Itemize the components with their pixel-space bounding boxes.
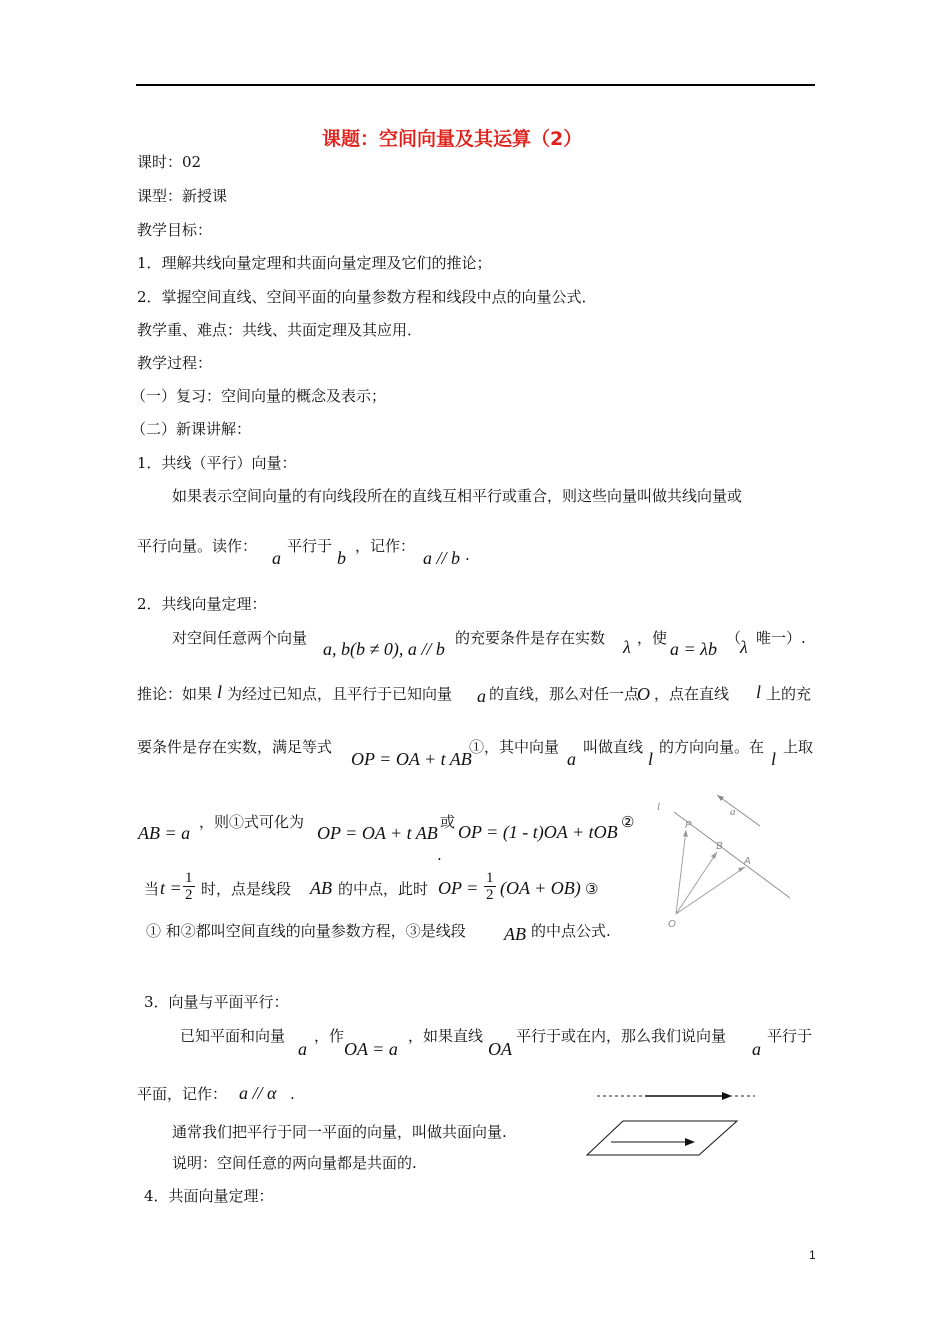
condition-text-e: 上取 [783, 738, 814, 756]
plane-alpha-graphic [587, 1121, 737, 1155]
key-points: 教学重、难点：共线、共面定理及其应用． [137, 321, 423, 339]
theorem-text-b: 的充要条件是存在实数 [455, 629, 606, 647]
ab-equals-a: AB = a [138, 823, 191, 843]
lambda-symbol-2: λ [740, 637, 748, 657]
circle-2: ② [621, 813, 635, 831]
section-2-heading: 2．共线向量定理： [137, 595, 267, 613]
process-heading: 教学过程： [137, 354, 213, 372]
line-l-2: l [756, 682, 762, 702]
section-1-heading: 1．共线（平行）向量： [137, 454, 297, 472]
corollary-text-b: 为经过已知点，且平行于已知向量 [227, 685, 453, 703]
t-equals: t = [160, 878, 182, 898]
new-lesson-line: （二）新课讲解： [131, 420, 252, 438]
denote-label: ，记作： [355, 537, 416, 555]
op-equals: OP = [438, 878, 479, 898]
vector-a-2: a [477, 686, 486, 706]
fraction-denominator: 2 [185, 887, 193, 903]
corollary-text-c: 的直线，那么对任一点 [489, 685, 640, 703]
parallel-notation: a // b [423, 548, 461, 568]
plane-arrowhead [685, 1138, 695, 1146]
review-line: （一）复习：空间向量的概念及表示； [131, 387, 387, 405]
label-O: O [668, 919, 676, 930]
fraction-numerator-2: 1 [486, 870, 494, 886]
corollary-text-d: ，点在直线 [654, 685, 730, 703]
vector-a-3: a [567, 749, 576, 769]
line-l-3: l [648, 749, 654, 769]
line-l: l [217, 682, 223, 702]
oa-equals-a: OA = a [344, 1039, 398, 1059]
objectives-heading: 教学目标： [137, 221, 213, 239]
top-arrowhead [722, 1092, 732, 1100]
theorem-text-a: 对空间任意两个向量 [172, 629, 308, 647]
theorem-equation: a = λb [670, 639, 717, 659]
coplanar-note: 说明：空间任意的两向量都是共面的. [172, 1154, 417, 1172]
label-P: P [685, 820, 692, 831]
vector-a-4: a [298, 1039, 307, 1059]
param-eq-text-b: 的中点公式. [531, 922, 611, 940]
segment-AB: AB [310, 878, 332, 898]
corollary-text-e: 上的充 [766, 685, 812, 703]
section-3-text-c: ，如果直线 [408, 1027, 484, 1045]
section-3-period: . [290, 1085, 295, 1103]
section-1-para: 如果表示空间向量的有向线段所在的直线互相平行或重合，则这些向量叫做共线向量或 [172, 487, 743, 505]
section-3-text-d: 平行于或在内，那么我们说向量 [516, 1027, 727, 1045]
line-OA: OA [488, 1039, 512, 1059]
theorem-paren: （ [726, 629, 742, 647]
vector-OA-graphic [676, 867, 745, 914]
fraction-half [183, 870, 195, 903]
lesson-hours: 课时：02 [137, 153, 202, 171]
fraction-half-2 [484, 870, 496, 903]
midpoint-sum: (OA + OB) [500, 878, 581, 898]
theorem-text-c: ，使 [637, 629, 668, 647]
section-3-text-e: 平行于 [767, 1027, 813, 1045]
param-eq-text-a: ① 和②都叫空间直线的向量参数方程，③是线段 [146, 922, 466, 940]
corollary-text-a: 推论：如果 [137, 685, 213, 703]
direction-vector-a-graphic [717, 795, 760, 826]
segment-AB-2: AB [504, 924, 526, 944]
a-parallel-alpha: a // α [239, 1083, 277, 1103]
midpoint-text-c: 的中点，此时 [338, 880, 429, 898]
midpoint-text-b: 时，点是线段 [201, 880, 292, 898]
theorem-condition: a, b(b ≠ 0), a // b [323, 639, 445, 659]
point-O: O [637, 684, 650, 704]
label-l: l [657, 801, 661, 813]
vector-b: b [337, 548, 346, 568]
fraction-denominator-2: 2 [486, 887, 494, 903]
or-label: 或 [440, 813, 456, 831]
section-3-text-b: ，作 [314, 1027, 345, 1045]
circle-3: ③ [585, 880, 599, 898]
page-title: 课题：空间向量及其运算（2） [322, 128, 583, 150]
condition-text-c: 叫做直线 [583, 738, 644, 756]
vector-a: a [272, 548, 281, 568]
section-1-read-label: 平行向量。读作： [137, 537, 258, 555]
equation-2-period: . [437, 846, 442, 864]
condition-text-a: 要条件是存在实数，满足等式 [137, 738, 333, 756]
equation-1: OP = OA + t AB [351, 749, 472, 769]
section-3-heading: 3．向量与平面平行： [144, 993, 289, 1011]
op-arrowhead [683, 830, 688, 837]
header-rule [136, 84, 815, 86]
condition-text-b: ①，其中向量 [469, 738, 560, 756]
objective-1: 1．理解共线向量定理和共面向量定理及它们的推论； [137, 254, 492, 272]
objective-2: 2．掌握空间直线、空间平面的向量参数方程和线段中点的向量公式． [137, 288, 597, 306]
lesson-type: 课型：新授课 [137, 187, 228, 205]
direction-arrowhead [717, 795, 724, 801]
lambda-symbol: λ [623, 637, 631, 657]
label-A: A [744, 856, 751, 867]
rewrite-text: ，则①式可化为 [199, 813, 305, 831]
parallel-to-label: 平行于 [287, 537, 333, 555]
label-B: B [716, 841, 723, 852]
line-l-4: l [771, 749, 777, 769]
coplanar-definition: 通常我们把平行于同一平面的向量，叫做共面向量. [172, 1123, 507, 1141]
midpoint-text-a: 当 [144, 880, 160, 898]
fraction-numerator: 1 [185, 870, 193, 886]
theorem-unique: 唯一）. [756, 629, 806, 647]
section-1-period: . [465, 546, 470, 564]
label-a: a [730, 806, 736, 818]
page-number: 1 [809, 1248, 816, 1262]
section-3-text-a: 已知平面和向量 [180, 1027, 286, 1045]
condition-text-d: 的方向向量。在 [659, 738, 765, 756]
section-3-denote: 平面，记作： [137, 1085, 228, 1103]
plane-vector-figure [585, 1082, 765, 1162]
equation-2: OP = (1 - t)OA + tOB [458, 822, 618, 842]
collinear-vector-figure [640, 790, 800, 940]
equation-1-repeat: OP = OA + t AB [317, 823, 438, 843]
ob-arrowhead [711, 852, 717, 859]
vector-a-5: a [752, 1039, 761, 1059]
section-4-heading: 4．共面向量定理： [144, 1187, 274, 1205]
